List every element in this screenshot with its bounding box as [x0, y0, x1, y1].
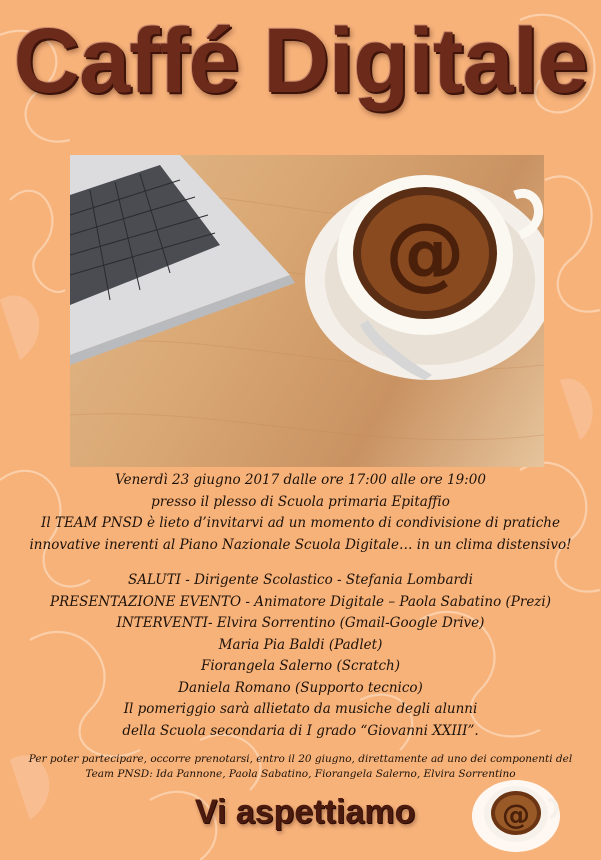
registration-note-line-1: Per poter partecipare, occorre prenotarsi, entro il 20 giugno, direttamente ad uno dei componenti del [28, 753, 573, 765]
program-presentation: PRESENTAZIONE EVENTO - Animatore Digitale – Paola Sabatino (Prezi) [49, 593, 552, 610]
program-speaker-4: Daniela Romano (Supporto tecnico) [178, 679, 423, 696]
invitation-line-2: innovative inerenti al Piano Nazionale Scuola Digitale… in un clima distensivo! [29, 536, 572, 553]
music-line-2: della Scuola secondaria di I grado “Giovanni XXIII”. [122, 722, 479, 739]
event-date-line: Venerdì 23 giugno 2017 dalle ore 17:00 alle ore 19:00 [115, 472, 486, 488]
invitation-line-1: Il TEAM PNSD è lieto d’invitarvi ad un momento di condivisione di pratiche [41, 515, 560, 531]
music-line-1: Il pomeriggio sarà allietato da musiche degli alunni [123, 701, 478, 717]
program-speaker-3: Fiorangela Salerno (Scratch) [201, 658, 400, 674]
at-sign-latte-art: @ [385, 206, 465, 299]
poster-title: Caffé Digitale [13, 10, 588, 112]
program-greetings: SALUTI - Dirigente Scolastico - Stefania Lombardi [128, 572, 473, 588]
small-cup-at-sign: @ [502, 798, 530, 831]
registration-note-line-2: Team PNSD: Ida Pannone, Paola Sabatino, Fiorangela Salerno, Elvira Sorrentino [85, 768, 516, 780]
program-speaker-2: Maria Pia Baldi (Padlet) [218, 636, 383, 653]
event-location-line: presso il plesso di Scuola primaria Epitaffio [151, 493, 450, 510]
coffee-laptop-photo [70, 155, 544, 467]
coffee-cup-icon [470, 770, 562, 854]
closing-text: Vi aspettiamo [194, 793, 416, 831]
program-speaker-1: INTERVENTI- Elvira Sorrentino (Gmail-Google Drive) [116, 615, 485, 631]
event-details [20, 470, 581, 742]
